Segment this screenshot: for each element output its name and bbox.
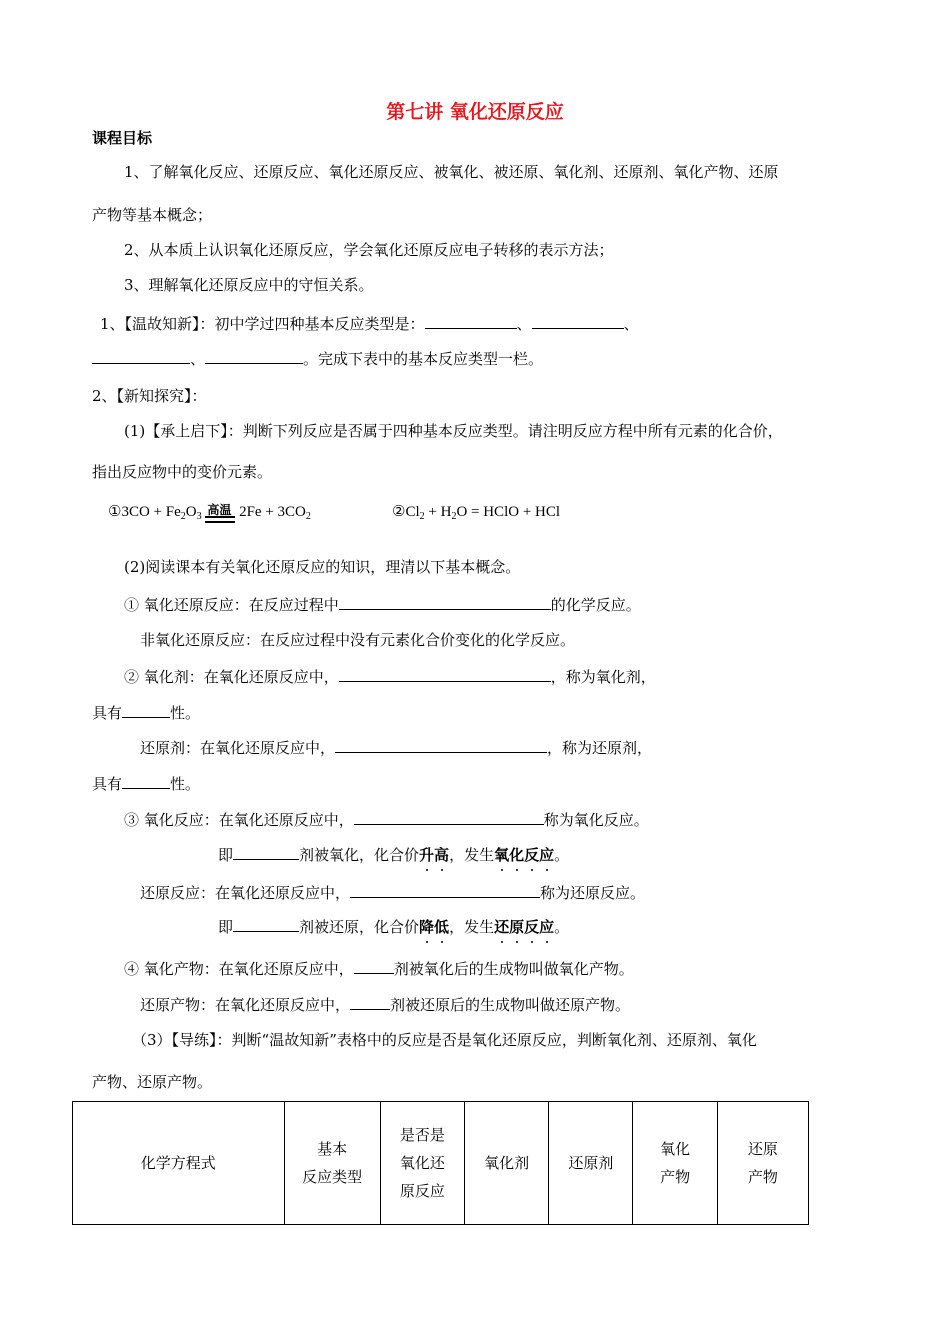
emphasis-char: 降 bbox=[419, 918, 435, 936]
equation-1-reactants-mid: O bbox=[185, 504, 197, 520]
review-sep: 、 bbox=[190, 350, 206, 368]
concept-2r-text: 还原剂：在氧化还原反应中， bbox=[140, 739, 336, 757]
concept-1-text: 的化学反应。 bbox=[550, 596, 641, 614]
review-line-2 bbox=[92, 348, 543, 369]
equation-2-part: Cl bbox=[405, 504, 420, 520]
subscript: 2 bbox=[419, 511, 425, 522]
equation-2-part: O = HClO + HCl bbox=[456, 504, 561, 520]
emphasis-char: 高 bbox=[434, 846, 450, 864]
header-line: 氧化剂 bbox=[484, 1154, 530, 1172]
blank-oxidant-property[interactable] bbox=[122, 702, 170, 718]
emphasis-char: 反 bbox=[524, 918, 540, 936]
equals-line bbox=[205, 521, 235, 523]
concept-1-non: 非氧化还原反应：在反应过程中没有元素化合价变化的化学反应。 bbox=[140, 631, 576, 649]
subscript: 2 bbox=[451, 511, 457, 522]
concept-3-text: 称为氧化反应。 bbox=[543, 811, 649, 829]
reaction-condition: 高温 bbox=[207, 502, 232, 517]
concept-4-text: ④ 氧化产物：在氧化还原反应中， bbox=[124, 960, 354, 978]
equation-1-reactants: 3CO + Fe bbox=[121, 504, 181, 520]
objective-2: 2、从本质上认识氧化还原反应，学会氧化还原反应电子转移的表示方法； bbox=[124, 241, 614, 259]
equation-2-number: ② bbox=[392, 504, 406, 520]
header-line: 产物 bbox=[747, 1168, 778, 1186]
concept-2r-property bbox=[92, 773, 200, 794]
concept-2-text: ，称为氧化剂， bbox=[550, 668, 656, 686]
concept-3-text: 剂被氧化，化合价 bbox=[299, 846, 420, 864]
blank-oxidant-definition[interactable] bbox=[339, 666, 551, 682]
concept-3 bbox=[124, 809, 649, 830]
emphasis-oxidation bbox=[494, 845, 554, 865]
page-title: 第七讲 氧化还原反应 bbox=[386, 101, 564, 123]
blank-reductant-definition[interactable] bbox=[335, 737, 547, 753]
header-line: 产物 bbox=[660, 1168, 691, 1186]
blank-type-4[interactable] bbox=[205, 348, 303, 364]
review-sep: 、 bbox=[516, 315, 532, 333]
blank-oxidized-product-agent[interactable] bbox=[354, 958, 394, 974]
emphasis-reduction bbox=[494, 917, 554, 937]
concept-4 bbox=[124, 958, 634, 979]
explore-p2: (2)阅读课本有关氧化还原反应的知识，理清以下基本概念。 bbox=[124, 558, 521, 576]
header-line: 氧化 bbox=[660, 1140, 691, 1158]
concept-3-text: ，发生 bbox=[449, 846, 495, 864]
emphasis-rise bbox=[419, 845, 449, 865]
explore-p3: （3）【导练】：判断“温故知新”表格中的反应是否是氧化还原反应，判断氧化剂、还原剂、氧化 bbox=[132, 1031, 757, 1049]
header-line: 原反应 bbox=[399, 1182, 445, 1200]
subscript: 3 bbox=[196, 511, 202, 522]
concept-4r-text: 剂被还原后的生成物叫做还原产物。 bbox=[390, 996, 631, 1014]
subscript: 2 bbox=[305, 511, 311, 522]
explore-heading: 2、【新知探究】： bbox=[92, 387, 207, 405]
emphasis-char: 还 bbox=[494, 918, 510, 936]
blank-oxidation-definition[interactable] bbox=[354, 809, 544, 825]
blank-reduced-product-agent[interactable] bbox=[350, 994, 390, 1010]
emphasis-char: 化 bbox=[509, 846, 525, 864]
header-line: 反应类型 bbox=[302, 1168, 363, 1186]
concept-3r-text: 即 bbox=[218, 918, 234, 936]
emphasis-char: 氧 bbox=[494, 846, 510, 864]
review-prefix: 1、【温故知新】：初中学过四种基本反应类型是： bbox=[100, 315, 425, 333]
equation-1-number: ① bbox=[108, 504, 122, 520]
emphasis-text bbox=[419, 846, 449, 864]
explore-p1-cont: 指出反应物中的变价元素。 bbox=[92, 463, 273, 481]
concept-4-text: 剂被氧化后的生成物叫做氧化产物。 bbox=[393, 960, 634, 978]
reaction-analysis-table bbox=[72, 1101, 809, 1225]
concept-2-text: ② 氧化剂：在氧化还原反应中， bbox=[124, 668, 339, 686]
objectives-heading: 课程目标 bbox=[92, 129, 153, 147]
review-sep: 、 bbox=[623, 315, 639, 333]
concept-2-property bbox=[92, 702, 200, 723]
blank-oxidized-agent[interactable] bbox=[233, 844, 299, 860]
blank-redox-definition[interactable] bbox=[339, 594, 551, 610]
table-header-cell bbox=[380, 1102, 464, 1225]
table-header-cell bbox=[633, 1102, 717, 1225]
blank-type-1[interactable] bbox=[425, 313, 517, 329]
review-line-1 bbox=[100, 313, 639, 334]
emphasis-char: 低 bbox=[434, 918, 450, 936]
emphasis-char: 反 bbox=[524, 846, 540, 864]
equation-2-part: + H bbox=[424, 504, 452, 520]
concept-4-reduction bbox=[140, 994, 630, 1015]
concept-2r-text: 性。 bbox=[170, 775, 201, 793]
concept-3r-text: 还原反应：在氧化还原反应中， bbox=[140, 884, 351, 902]
header-line: 是否是 bbox=[399, 1126, 445, 1144]
concept-1 bbox=[124, 594, 641, 615]
equation-1 bbox=[108, 502, 311, 527]
table-header-cell bbox=[73, 1102, 285, 1225]
equation-2 bbox=[392, 502, 560, 527]
blank-reduction-definition[interactable] bbox=[350, 882, 540, 898]
emphasis-char: 应 bbox=[539, 918, 555, 936]
equation-1-products: 2Fe + 3CO bbox=[239, 504, 306, 520]
concept-2r-text: ，称为还原剂， bbox=[547, 739, 653, 757]
emphasis-char: 升 bbox=[419, 846, 435, 864]
concept-3r-text: ，发生 bbox=[449, 918, 495, 936]
reaction-arrow-condition bbox=[205, 503, 235, 523]
concept-4r-text: 还原产物：在氧化还原反应中， bbox=[140, 996, 351, 1014]
concept-3-detail bbox=[218, 844, 569, 865]
concept-3r-text: 剂被还原，化合价 bbox=[299, 918, 420, 936]
emphasis-text bbox=[494, 846, 554, 864]
blank-reductant-property[interactable] bbox=[122, 773, 170, 789]
concept-3r-detail bbox=[218, 916, 569, 937]
concept-2-text: 性。 bbox=[170, 704, 201, 722]
concept-3r-text: 。 bbox=[554, 918, 570, 936]
blank-type-3[interactable] bbox=[92, 348, 190, 364]
emphasis-char: 原 bbox=[509, 918, 525, 936]
table-header-cell bbox=[717, 1102, 808, 1225]
concept-1-text: ① 氧化还原反应：在反应过程中 bbox=[124, 596, 339, 614]
concept-2r-text: 具有 bbox=[92, 775, 123, 793]
concept-3-text: ③ 氧化反应：在氧化还原反应中， bbox=[124, 811, 354, 829]
header-line: 还原 bbox=[747, 1140, 778, 1158]
header-line: 氧化还 bbox=[399, 1154, 445, 1172]
concept-2-reductant bbox=[140, 737, 652, 758]
blank-type-2[interactable] bbox=[532, 313, 624, 329]
explore-p1: (1)【承上启下】：判断下列反应是否属于四种基本反应类型。请注明反应方程中所有元素的化合价， bbox=[124, 422, 783, 440]
concept-2 bbox=[124, 666, 656, 687]
concept-3r-text: 称为还原反应。 bbox=[540, 884, 646, 902]
concept-3-text: 。 bbox=[554, 846, 570, 864]
concept-3-text: 即 bbox=[218, 846, 234, 864]
objective-1: 1、了解氧化反应、还原反应、氧化还原反应、被氧化、被还原、氧化剂、还原剂、氧化产物、还原 bbox=[124, 163, 779, 181]
table-header-cell bbox=[549, 1102, 633, 1225]
emphasis-text bbox=[419, 918, 449, 936]
header-line: 还原剂 bbox=[568, 1154, 614, 1172]
explore-p3-cont: 产物、还原产物。 bbox=[92, 1073, 213, 1091]
emphasis-char: 应 bbox=[539, 846, 555, 864]
review-suffix: 。完成下表中的基本反应类型一栏。 bbox=[303, 350, 544, 368]
objective-3: 3、理解氧化还原反应中的守恒关系。 bbox=[124, 276, 374, 294]
emphasis-fall bbox=[419, 917, 449, 937]
subscript: 2 bbox=[180, 511, 186, 522]
table-header-cell bbox=[465, 1102, 549, 1225]
table-header-cell bbox=[284, 1102, 380, 1225]
table-header-row bbox=[73, 1102, 809, 1225]
objective-1-cont: 产物等基本概念； bbox=[92, 206, 213, 224]
emphasis-text bbox=[494, 918, 554, 936]
concept-2-text: 具有 bbox=[92, 704, 123, 722]
equals-line bbox=[205, 516, 235, 518]
header-line: 化学方程式 bbox=[140, 1154, 216, 1172]
blank-reduced-agent[interactable] bbox=[233, 916, 299, 932]
header-line: 基本 bbox=[317, 1140, 348, 1158]
concept-3-reduction bbox=[140, 882, 645, 903]
